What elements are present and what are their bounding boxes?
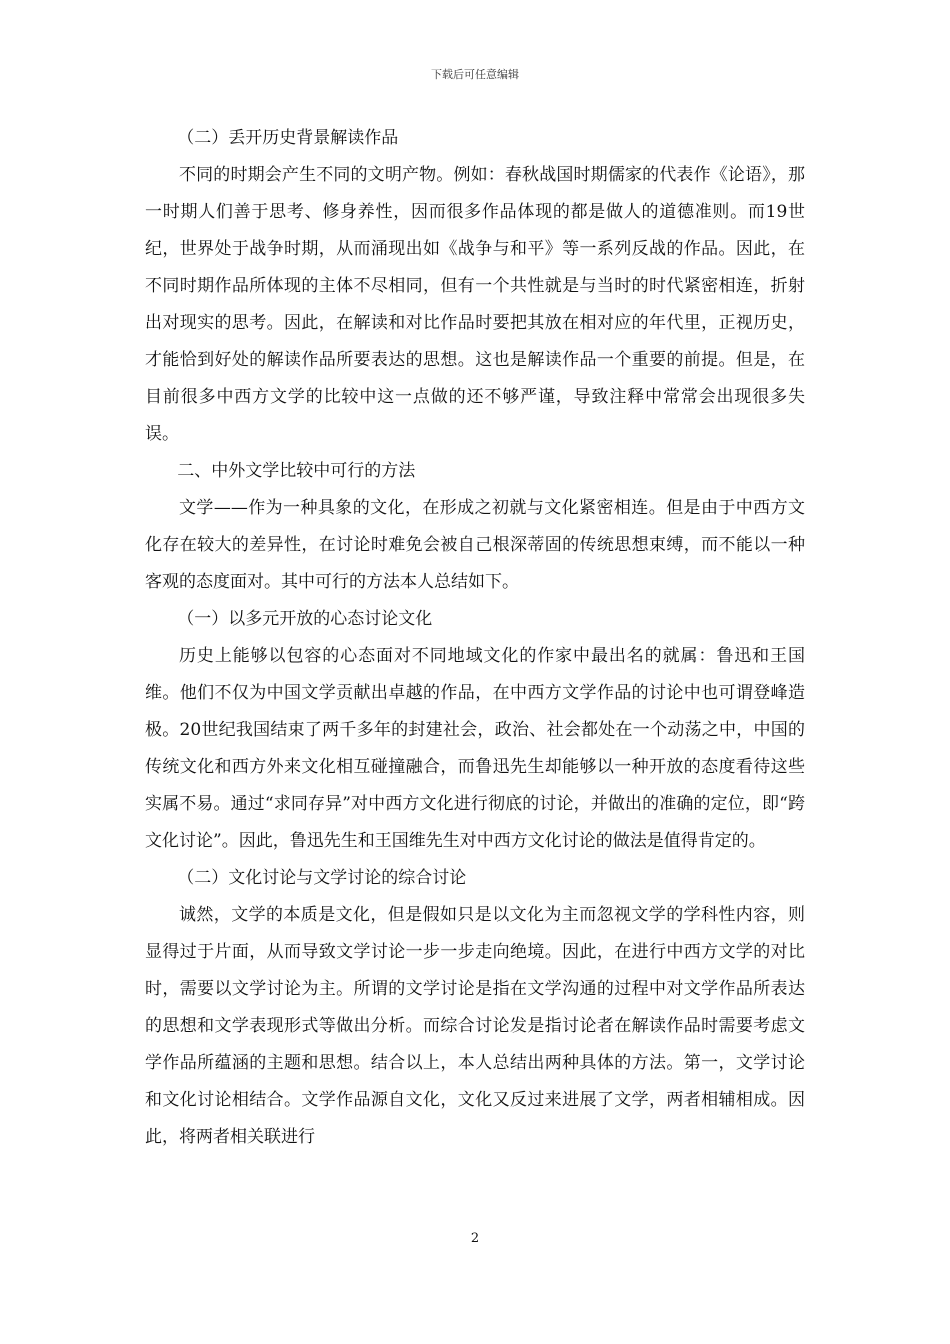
body-paragraph: 历史上能够以包容的心态面对不同地域文化的作家中最出名的就属：鲁迅和王国维。他们不仅为中国文学贡献出卓越的作品，在中西方文学作品的讨论中也可谓登峰造极。20世纪我国结束了两千多年的封建社会，政治、社会都处在一个动荡之中，中国的传统文化和西方外来文化相互碰撞融合，而鲁迅先生却能够以一种开放的态度看待这些实属不易。通过“求同存异”对中西方文化进行彻底的讨论，并做出的准确的定位，即“跨文化讨论”。因此，鲁迅先生和王国维先生对中西方文化讨论的做法是值得肯定的。	[145, 646, 805, 851]
document-body	[145, 120, 805, 1156]
subheading: （二）丢开历史背景解读作品	[177, 128, 399, 148]
subheading: （二）文化讨论与文学讨论的综合讨论	[177, 868, 467, 888]
body-paragraph: 不同的时期会产生不同的文明产物。例如：春秋战国时期儒家的代表作《论语》，那一时期人们善于思考、修身养性，因而很多作品体现的都是做人的道德准则。而19世纪，世界处于战争时期，从而涌现出如《战争与和平》等一系列反战的作品。因此，在不同时期作品所体现的主体不尽相同，但有一个共性就是与当时的时代紧密相连，折射出对现实的思考。因此，在解读和对比作品时要把其放在相对应的年代里，正视历史，才能恰到好处的解读作品所要表达的思想。这也是解读作品一个重要的前提。但是，在目前很多中西方文学的比较中这一点做的还不够严谨，导致注释中常常会出现很多失误。	[145, 165, 805, 444]
subheading: （一）以多元开放的心态讨论文化	[177, 609, 433, 629]
page-number: 2	[470, 1231, 480, 1246]
page-header: 下载后可任意编辑	[431, 68, 519, 81]
body-paragraph: 诚然，文学的本质是文化，但是假如只是以文化为主而忽视文学的学科性内容，则显得过于片面，从而导致文学讨论一步一步走向绝境。因此，在进行中西方文学的对比时，需要以文学讨论为主。所谓的文学讨论是指在文学沟通的过程中对文学作品所表达的思想和文学表现形式等做出分析。而综合讨论发是指讨论者在解读作品时需要考虑文学作品所蕴涵的主题和思想。结合以上，本人总结出两种具体的方法。第一，文学讨论和文化讨论相结合。文学作品源自文化，文化又反过来进展了文学，两者相辅相成。因此，将两者相关联进行	[145, 905, 805, 1147]
section-heading: 二、中外文学比较中可行的方法	[177, 461, 416, 481]
body-paragraph: 文学——作为一种具象的文化，在形成之初就与文化紧密相连。但是由于中西方文化存在较大的差异性，在讨论时难免会被自己根深蒂固的传统思想束缚，而不能以一种客观的态度面对。其中可行的方法本人总结如下。	[145, 498, 805, 592]
